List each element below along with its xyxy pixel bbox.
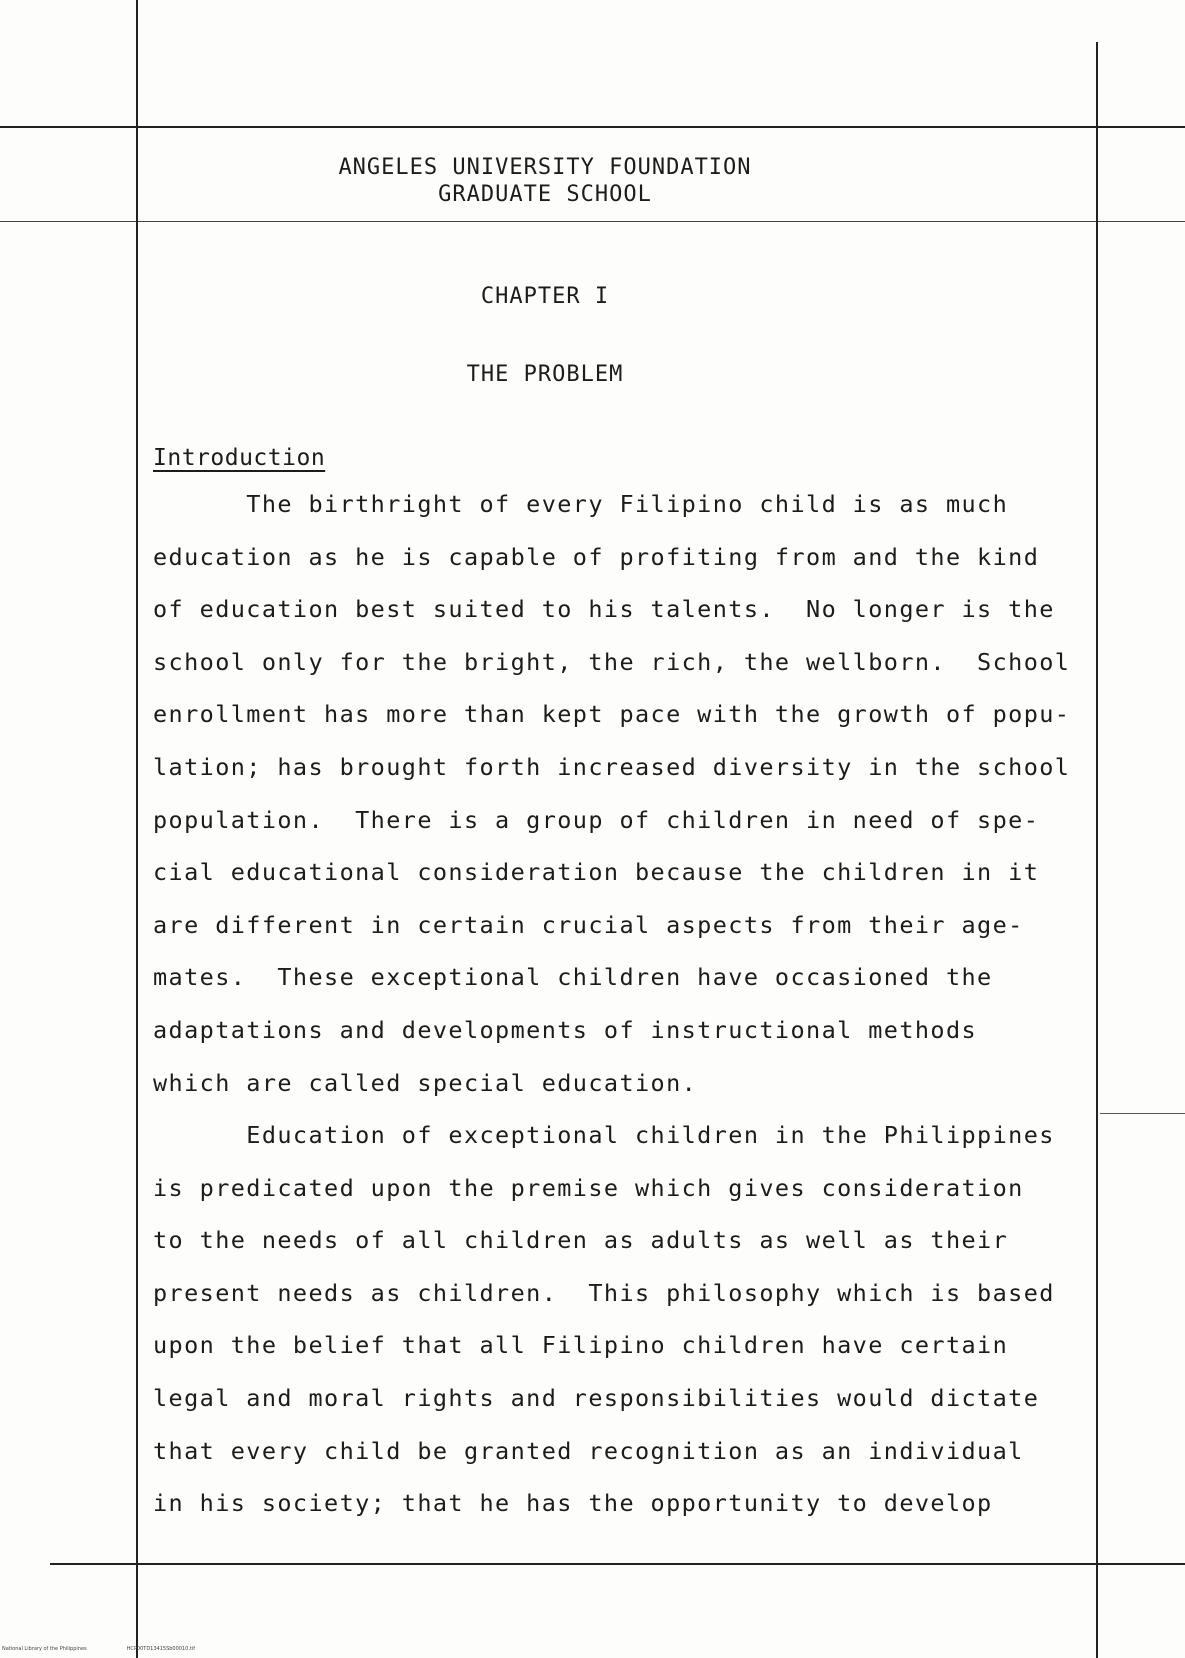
header-bottom-rule	[0, 221, 1185, 222]
paragraph-line: lation; has brought forth increased diversity in the school	[153, 752, 1071, 781]
left-margin-rule	[136, 0, 138, 1658]
paragraph-line: are different in certain crucial aspects from their age-	[153, 910, 1024, 939]
paragraph-line: education as he is capable of profiting from and the kind	[153, 542, 1040, 571]
paragraph-2	[153, 1109, 1093, 1530]
scan-footer	[2, 1646, 195, 1652]
paragraph-line: legal and moral rights and responsibilities would dictate	[153, 1383, 1040, 1412]
paragraph-line: population. There is a group of children in need of spe-	[153, 805, 1040, 834]
paragraph-line: The birthright of every Filipino child is as much	[153, 490, 1009, 518]
footer-file-code: HCP00TD13415Sb00010.tif	[126, 1646, 196, 1652]
institution-name: ANGELES UNIVERSITY FOUNDATION	[338, 155, 752, 180]
paragraph-line: of education best suited to his talents. No longer is the	[153, 595, 1055, 624]
paragraph-line: cial educational consideration because the children in it	[153, 858, 1040, 887]
paragraph-line: which are called special education.	[153, 1068, 698, 1097]
footer-library: National Library of the Philippines	[2, 1646, 87, 1652]
chapter-number: CHAPTER I	[480, 284, 610, 309]
chapter-title: THE PROBLEM	[466, 362, 624, 387]
paragraph-line: that every child be granted recognition as an individual	[153, 1436, 1024, 1465]
paragraph-line: mates. These exceptional children have occasioned the	[153, 963, 993, 992]
paragraph-line: school only for the bright, the rich, the wellborn. School	[153, 647, 1071, 676]
paragraph-line: present needs as children. This philosophy which is based	[153, 1278, 1055, 1307]
paragraph-line: in his society; that he has the opportunity to develop	[153, 1489, 993, 1518]
right-margin-rule	[1096, 42, 1098, 1658]
paragraph-line: enrollment has more than kept pace with the growth of popu-	[153, 700, 1071, 729]
right-edge-tick	[1100, 1113, 1185, 1114]
paragraph-line: to the needs of all children as adults as well as their	[153, 1226, 1009, 1255]
paragraph-1	[153, 478, 1093, 1109]
paragraph-line: adaptations and developments of instructional methods	[153, 1015, 978, 1044]
paragraph-line: is predicated upon the premise which gives consideration	[153, 1173, 1024, 1202]
paragraph-line: upon the belief that all Filipino children have certain	[153, 1331, 1009, 1360]
paragraph-line: Education of exceptional children in the Philippines	[153, 1121, 1055, 1149]
section-heading: Introduction	[153, 445, 326, 471]
bottom-frame-rule	[50, 1563, 1185, 1565]
graduate-school-name: GRADUATE SCHOOL	[438, 182, 652, 207]
top-frame-rule	[0, 126, 1185, 128]
